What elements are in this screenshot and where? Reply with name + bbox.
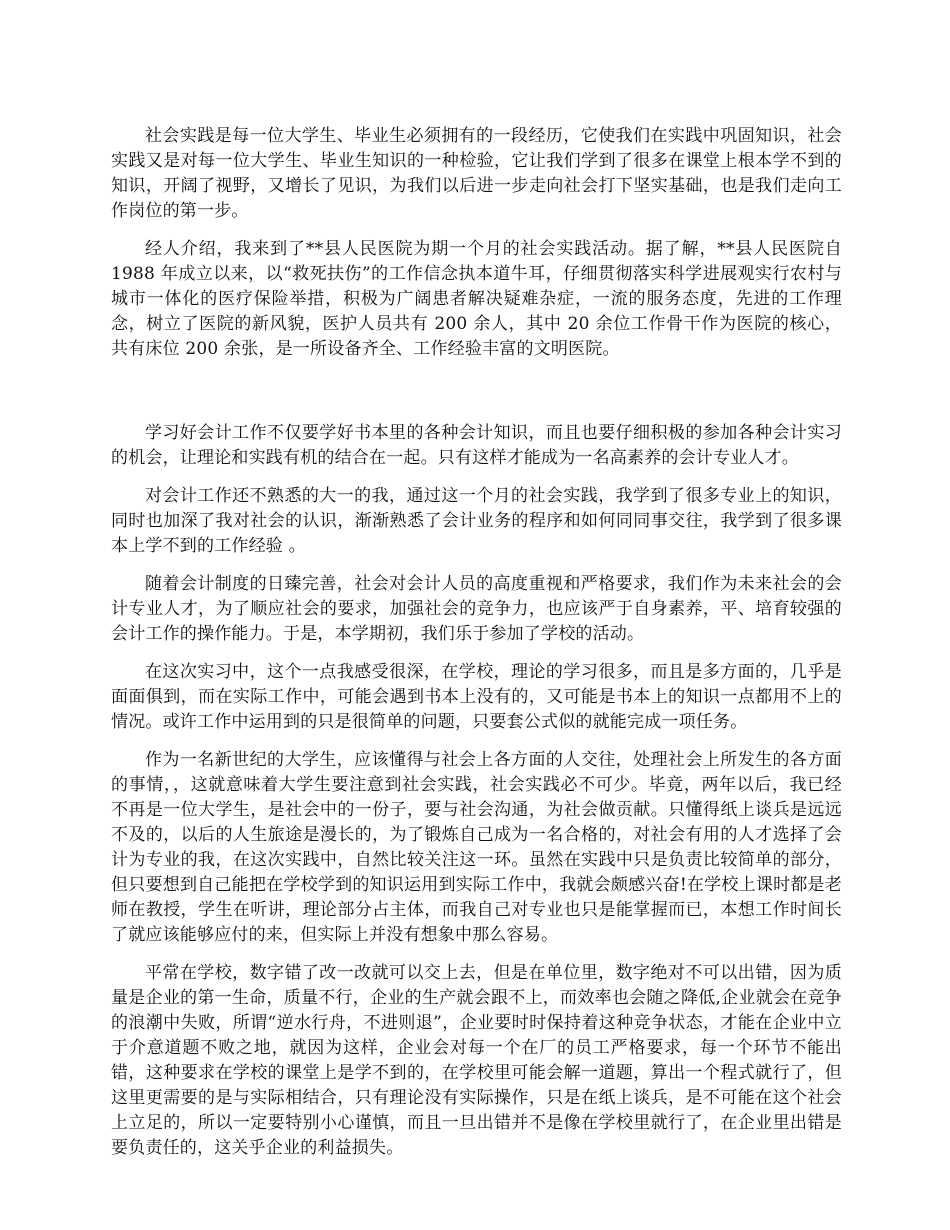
paragraph: 社会实践是每一位大学生、毕业生必须拥有的一段经历，它使我们在实践中巩固知识，社会实践又是对每一位大学生、毕业生知识的一种检验，它让我们学到了很多在课堂上根本学不到的知识，开阔了视野，又增长了见识，为我们以后进一步走向社会打下坚实基础，也是我们走向工作岗位的第一步。 [111,126,842,221]
paragraph: 随着会计制度的日臻完善，社会对会计人员的高度重视和严格要求，我们作为未来社会的会计专业人才，为了顺应社会的要求，加强社会的竞争力，也应该严于自身素养，平、培育较强的会计工作的操作能力。于是，本学期初，我们乐于参加了学校的活动。 [111,574,842,644]
paragraph: 作为一名新世纪的大学生，应该懂得与社会上各方面的人交往，处理社会上所发生的各方面的事情，，这就意味着大学生要注意到社会实践，社会实践必不可少。毕竟，两年以后，我已经不再是一位大学生，是社会中的一份子，要与社会沟通，为社会做贡献。只懂得纸上谈兵是远远不及的，以后的人生旅途是漫长的，为了锻炼自己成为一名合格的，对社会有用的人才选择了会计为专业的我，在这次实践中，自然比较关注这一环。虽然在实践中只是负责比较简单的部分，但只要想到自己能把在学校学到的知识运用到实际工作中，我就会颇感兴奋!在学校上课时都是老师在教授，学生在听讲，理论部分占主体，而我自己对专业也只是能掌握而已，本想工作时间长了就应该能够应付的来，但实际上并没有想象中那么容易。 [111,750,842,945]
paragraph: 学习好会计工作不仅要学好书本里的各种会计知识，而且也要仔细积极的参加各种会计实习的机会，让理论和实践有机的结合在一起。只有这样才能成为一名高素养的会计专业人才。 [111,423,842,468]
section-spacer [111,375,842,421]
paragraph: 经人介绍，我来到了**县人民医院为期一个月的社会实践活动。据了解，**县人民医院自 1988 年成立以来，以“救死扶伤”的工作信念执本道牛耳，仔细贯彻落实科学进展观实行农村与城市一体化的医疗保险举措，积极为广阔患者解决疑难杂症，一流的服务态度，先进的工作理念，树立了医院的新风貌，医护人员共有 200 余人，其中 20 余位工作骨干作为医院的核心，共有床位 200 余张，是一所设备齐全、工作经验丰富的文明医院。 [111,239,842,359]
document-body [111,124,842,1174]
paragraph: 对会计工作还不熟悉的大一的我，通过这一个月的社会实践，我学到了很多专业上的知识，同时也加深了我对社会的认识，渐渐熟悉了会计业务的程序和如何同同事交往，我学到了很多课本上学不到的工作经验 。 [111,486,842,556]
paragraph: 在这次实习中，这个一点我感受很深，在学校，理论的学习很多，而且是多方面的，几乎是面面俱到，而在实际工作中，可能会遇到书本上没有的，又可能是书本上的知识一点都用不上的情况。或许工作中运用到的只是很简单的问题，只要套公式似的就能完成一项任务。 [111,662,842,732]
paragraph: 平常在学校，数字错了改一改就可以交上去，但是在单位里，数字绝对不可以出错，因为质量是企业的第一生命，质量不行，企业的生产就会跟不上，而效率也会随之降低,企业就会在竞争的浪潮中失败，所谓“逆水行舟，不进则退”，企业要时时保持着这种竞争状态，才能在企业中立于介意道题不败之地，就因为这样，企业会对每一个在厂的员工严格要求，每一个环节不能出错，这种要求在学校的课堂上是学不到的，在学校里可能会解一道题，算出一个程式就行了，但这里更需要的是与实际相结合，只有理论没有实际操作，只是在纸上谈兵，是不可能在这个社会上立足的，所以一定要特别小心谨慎，而且一旦出错并不是像在学校里就行了，在企业里出错是要负责任的，这关乎企业的利益损失。 [111,963,842,1158]
